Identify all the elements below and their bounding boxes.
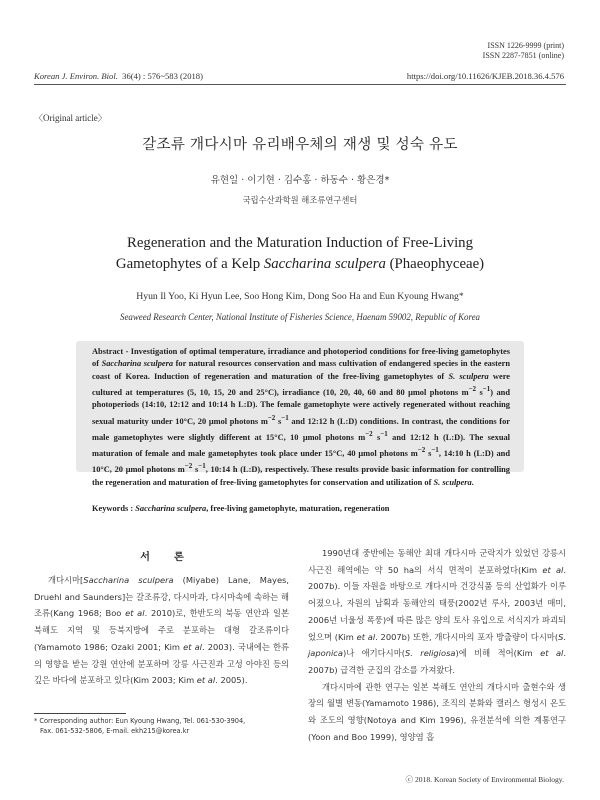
abstract-text: s [425, 449, 432, 459]
abstract [92, 346, 510, 489]
korean-title: 갈조류 개다시마 유리배우체의 재생 및 성숙 유도 [142, 137, 458, 153]
abstract-sup: −2 [184, 462, 193, 471]
body-text: . 2005). [215, 675, 248, 686]
abstract-sup: −2 [365, 430, 373, 439]
paragraph: 개다시마에 관한 연구는 일본 북해도 연안의 개다시마 출현수와 생장의 월별 변동(Yamamoto 1986), 조직의 분화와 캘러스 형성시 온도와 조도의 영향(Notoya and Kim 1996), 유전분석에 의한 계통연구(Yoon and Boo 1999), 영양염 흡 [308, 681, 566, 742]
body-etal: et al [542, 564, 564, 575]
issn-block [483, 41, 564, 61]
abstract-dash: - [123, 347, 131, 356]
english-authors: Hyun Il Yoo, Ki Hyun Lee, Soo Hong Kim, Dong Soo Ha and Eun Kyoung Hwang* [136, 291, 464, 302]
paragraph [34, 572, 289, 689]
title-species: Saccharina sculpera [263, 256, 386, 272]
article-type: 〈Original article〉 [34, 113, 107, 123]
body-species: S. religiosa [404, 648, 456, 659]
body-text: . 2003). 국내에는 한류의 영향을 받는 강원 연안에 분포하며 강릉 사근진과 고성 아야진 등의 깊은 바다에 분포하고 있다(Kim 2003; Kim [34, 641, 289, 686]
body-text: (Miyabe) Lane, Mayes, Druehl and Saunders]는 갈조류강, 다시마과, 다시마속에 속하는 해조류(Kang 1968; Boo [34, 575, 290, 619]
title-text: Gametophytes of a Kelp [115, 256, 264, 272]
body-species: S. japonica [308, 631, 566, 659]
body-etal: et al [183, 641, 202, 652]
journal-issue: 36(4) : 576~583 (2018) [122, 71, 203, 81]
abstract-text: for natural resources conservation and mass cultivation of endangered species in the eastern coast of Korea. Induction of regeneration and maturation of the free-living gametophytes of [92, 359, 510, 381]
abstract-sup: −2 [417, 446, 426, 455]
abstract-species: Saccharina sculpera [101, 359, 174, 369]
abstract-text: . [471, 477, 474, 487]
english-title-line1: Regeneration and the Maturation Induction of Free-Living [127, 235, 473, 251]
body-etal: et al [125, 608, 145, 619]
issn-print: ISSN 1226-9999 (print) [487, 41, 564, 50]
abstract-text: ) and photoperiods (14:10, 12:12 and 10:14 h L:D). The female gametophyte were actively regenerated without reaching sexual maturity under 10°C, 20 μmol photons m [92, 388, 510, 426]
keywords-species: Saccharina sculpera [135, 504, 207, 513]
footnote [34, 716, 289, 736]
abstract-text: s [476, 388, 483, 398]
body-right-column [308, 545, 566, 745]
abstract-text: s [192, 465, 199, 475]
section-heading-introduction: 서론 [140, 552, 208, 563]
title-text-tail: (Phaeophyceae) [385, 256, 485, 272]
body-etal: et al [196, 675, 216, 686]
abstract-sup: −1 [198, 462, 206, 471]
body-text: . 2010)로, 한반도의 북동 연안과 일본 북해도 지역 및 등북지방에 주로 분포하는 대형 갈조류이다(Yamamoto 1986; Ozaki 2001; Kim [34, 608, 289, 652]
keywords [92, 504, 512, 513]
abstract-text: s [275, 416, 282, 426]
english-affiliation: Seaweed Research Center, National Institute of Fisheries Science, Haenam 59002, Republic of Korea [120, 312, 480, 322]
abstract-sup: −1 [482, 385, 491, 394]
footnote-rule [34, 713, 126, 714]
paragraph [308, 545, 566, 679]
footnote-line1: * Corresponding author: Eun Kyoung Hwang, Tel. 061-530-3904, [34, 717, 246, 725]
doi-link[interactable]: https://doi.org/10.11626/KJEB.2018.36.4.576 [406, 71, 564, 81]
abstract-sup: −1 [380, 430, 388, 439]
abstract-label: Abstract [92, 347, 124, 356]
body-etal: et al [540, 648, 564, 659]
english-title [60, 233, 540, 275]
abstract-text: , 14:10 h (L:D) and 10°C, 20 μmol photons m [92, 449, 510, 475]
abstract-sup: −2 [468, 385, 477, 394]
abstract-text: were cultured at temperatures (5, 10, 15, 20 and 25°C), irradiance (10, 20, 40, 60 and 80 μmol photons m [92, 371, 510, 398]
abstract-text: , 10:14 h (L:D), respectively. These results provide basic information for controlling the regeneration and maturation of free-living gametophytes for conservation and utilization of [92, 465, 510, 487]
body-text: 개다시마[ [48, 575, 84, 585]
body-text: . 2007b) 급격한 군집의 감소를 가져왔다. [308, 648, 566, 675]
abstract-species: S. sculpera [433, 477, 472, 487]
abstract-text: s [372, 432, 381, 442]
keywords-list: , free-living gametophyte, maturation, regeneration [206, 504, 390, 513]
abstract-sup: −2 [267, 413, 276, 422]
body-text: . 2007b) 또한, 개다시마의 포자 방출량이 다시마( [375, 631, 559, 642]
copyright: ⓒ 2018. Korean Society of Environmental Biology. [405, 775, 564, 784]
abstract-sup: −1 [431, 446, 439, 455]
body-etal: et al [356, 631, 376, 642]
abstract-species: S. sculpera [448, 371, 489, 381]
body-species: Saccharina sculpera [83, 575, 174, 585]
body-text: 1990년대 중반에는 동해안 최대 개다시마 군락지가 있었던 강릉시 사근진 해역에는 약 50 ha의 서식 면적이 분포하였다(Kim [308, 548, 566, 575]
abstract-sup: −1 [281, 413, 289, 422]
footnote-line2: Fax. 061-532-5806, E-mail. ekh215@korea.kr [40, 727, 190, 735]
abstract-text: and 12:12 h (L:D). The sexual maturation of female and male gametophytes took place under 15°C, 40 μmol photons m [92, 432, 510, 459]
issn-online: ISSN 2287-7851 (online) [482, 51, 564, 60]
keywords-label: Keywords : [92, 504, 136, 513]
abstract-text: Investigation of optimal temperature, irradiance and photoperiod conditions for free-living gametophytes of [92, 347, 510, 369]
korean-authors: 유현일 · 이기현 · 김수홍 · 하동수 · 황은경* [210, 175, 390, 186]
journal-citation [34, 71, 203, 81]
header-rule [34, 84, 566, 85]
korean-affiliation: 국립수산과학원 해조류연구센터 [242, 195, 358, 205]
body-text: . 2007b). 이들 자원을 바탕으로 개다시마 건강식품 등의 산업화가 이루어졌으나, 자원의 남획과 동해안의 태풍(2002년 루사, 2003년 매미, 2006년 너울성 폭풍)에 따른 많은 양의 토사 유입으로 서식지가 파괴되었으며 (Kim [308, 564, 566, 642]
english-title-line2 [60, 254, 540, 275]
body-left-column [34, 572, 289, 689]
abstract-text: and 12:12 h (L:D) conditions. In contrast, the conditions for male gametophytes were slightly different at 15°C, 10 μmol photons m [92, 416, 510, 442]
journal-name: Korean J. Environ. Biol. [34, 71, 118, 81]
body-text: )나 애기다시마( [342, 648, 405, 659]
body-text: )에 비해 적어(Kim [455, 648, 541, 659]
